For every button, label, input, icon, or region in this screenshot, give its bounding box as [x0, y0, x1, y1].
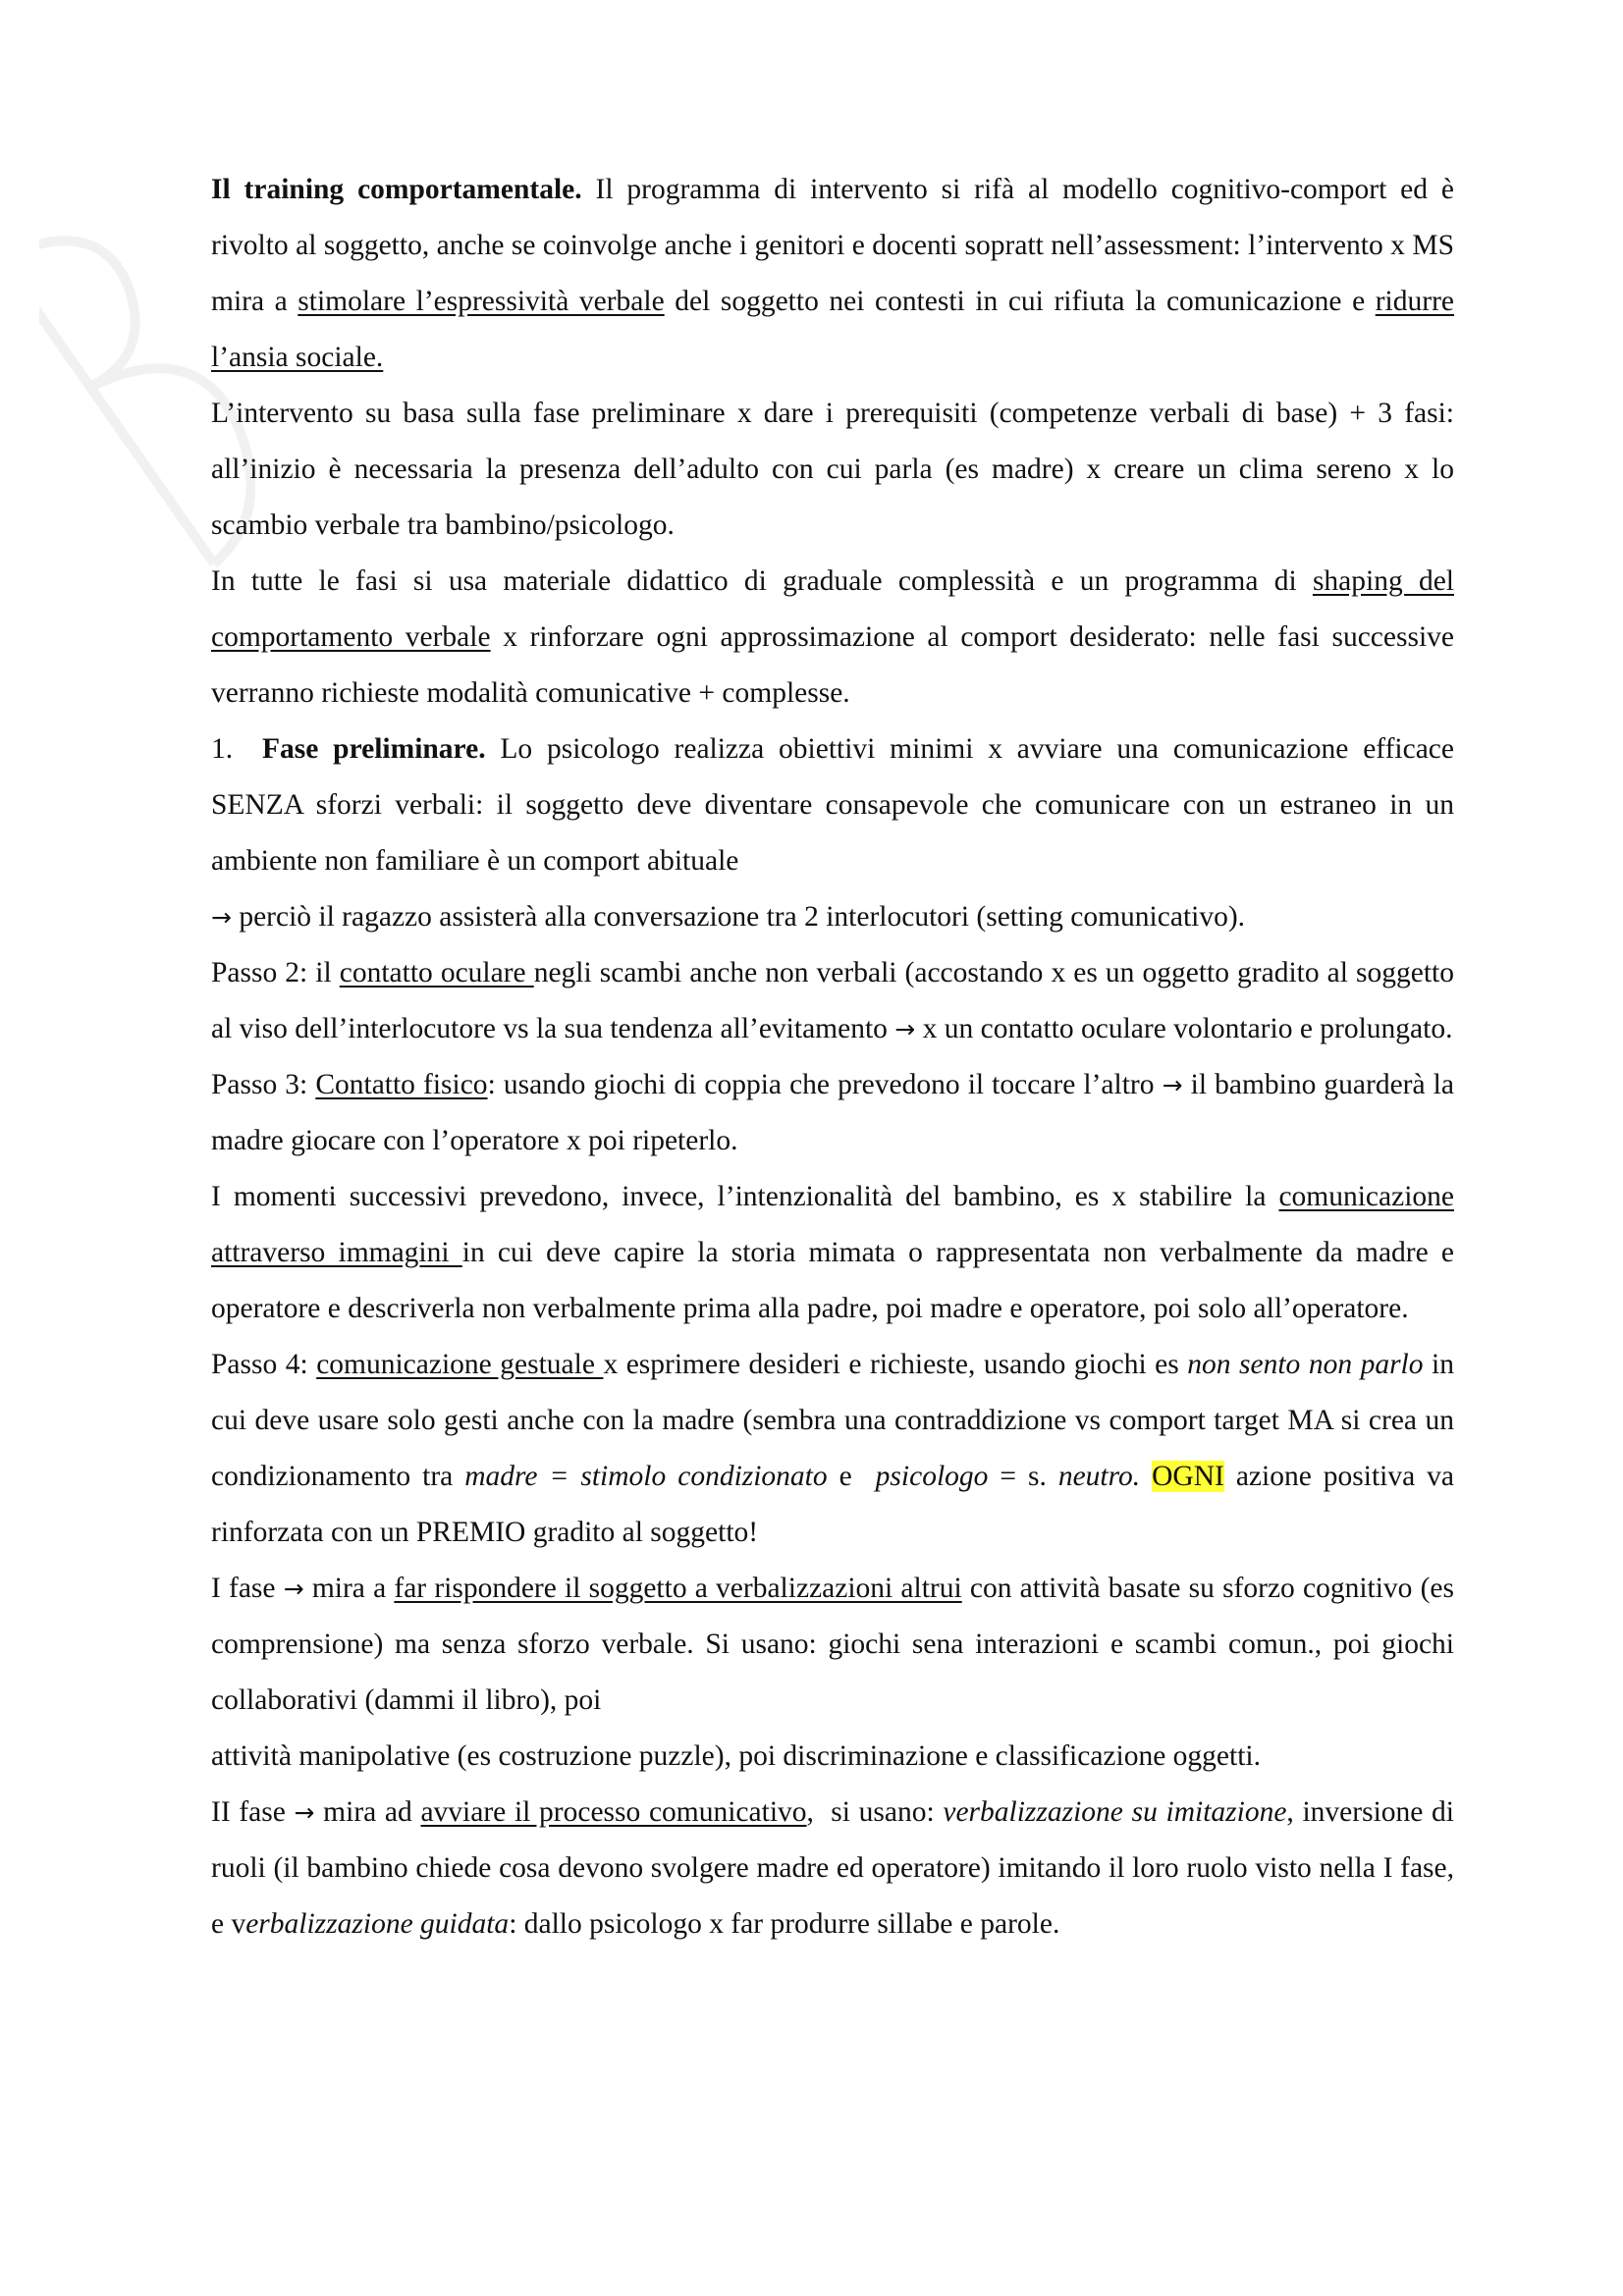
text-run: del soggetto nei contesti in cui rifiuta la comunicazione e — [664, 286, 1376, 317]
paragraph-shaping — [211, 554, 1454, 721]
paragraph-phases-overview: L’intervento su basa sulla fase preliminare x dare i prerequisiti (competenze verbali di base) + 3 fasi: all’inizio è necessaria la presenza dell’adulto con cui parla (es madre) x creare un clima sereno x lo scambio verbale tra bambino/psicologo. — [211, 398, 1454, 541]
text-run: Passo 4: — [211, 1349, 317, 1380]
text-run: , si usano: — [806, 1796, 944, 1828]
underlined-text: shaping del comportamento verbale — [211, 565, 1454, 653]
text-run: negli scambi anche non verbali (accostando x es un oggetto gradito al soggetto al viso dell’interlocutore vs la sua tendenza all’evitamento — [211, 957, 1454, 1044]
italic-text: erbalizzazione guidata — [245, 1908, 510, 1940]
italic-text: verbalizzazione su imitazione — [943, 1796, 1287, 1828]
text-run: : dallo psicologo x far produrre sillabe e parole. — [509, 1908, 1060, 1940]
text-run: In tutte le fasi si usa materiale didattico di graduale complessità e un programma di — [211, 565, 1313, 597]
italic-text: madre = stimolo condizionato — [464, 1461, 828, 1492]
text-run: = s. — [988, 1461, 1058, 1492]
text-run: II fase — [211, 1796, 295, 1828]
phase-heading: Fase preliminare. — [262, 733, 486, 765]
paragraph-step-4 — [211, 1337, 1454, 1561]
italic-text: neutro. — [1057, 1461, 1141, 1492]
paragraph-phase-2 — [211, 1785, 1454, 1952]
text-run: , inversione di ruoli (il bambino chiede cosa devono svolgere madre ed operatore) imitando il loro ruolo visto nella I fase, e v — [211, 1796, 1455, 1940]
arrow-icon: → — [283, 1575, 304, 1603]
text-run: mira ad — [314, 1796, 421, 1828]
text-run: Lo psicologo realizza obiettivi minimi x avviare una comunicazione efficace SENZA sforzi verbali: il soggetto deve diventare consapevole che comunicare con un estraneo in un ambiente non familiare è un comport abituale — [211, 733, 1454, 877]
text-run: in cui deve capire la storia mimata o rappresentata non verbalmente da madre e operatore e descriverla non verbalmente prima alla padre, poi madre e operatore, poi solo all’operatore. — [211, 1237, 1454, 1324]
document-body — [211, 162, 1454, 1952]
arrow-icon: → — [211, 903, 232, 932]
text-run: azione positiva va rinforzata con un PREMIO gradito al soggetto! — [211, 1461, 1455, 1548]
text-run: Passo 3: — [211, 1069, 316, 1100]
text-run: x rinforzare ogni approssimazione al comport desiderato: nelle fasi successive verranno richieste modalità comunicative + complesse. — [211, 621, 1454, 709]
paragraph-images-communication — [211, 1169, 1454, 1337]
underlined-text: stimolare l’espressività verbale — [298, 286, 665, 317]
text-run: e — [827, 1461, 876, 1492]
arrow-icon: → — [1162, 1071, 1183, 1099]
arrow-icon: → — [894, 1015, 916, 1043]
arrow-icon: → — [294, 1798, 315, 1827]
paragraph-manipulative: attività manipolative (es costruzione puzzle), poi discriminazione e classificazione oggetti. — [211, 1740, 1261, 1772]
italic-text: psicologo — [875, 1461, 989, 1492]
section-heading: Il training comportamentale. — [211, 174, 582, 205]
text-run: x esprimere desideri e richieste, usando giochi es — [603, 1349, 1188, 1380]
text-run: in cui deve usare solo gesti anche con la madre (sembra una contraddizione vs comport target MA si crea un condizionamento tra — [211, 1349, 1454, 1492]
underlined-text: avviare il processo comunicativo — [420, 1796, 807, 1828]
paragraph-step-3 — [211, 1057, 1454, 1169]
text-run: x un contatto oculare volontario e prolungato. — [915, 1013, 1453, 1044]
text-run: I momenti successivi prevedono, invece, l’intenzionalità del bambino, es x stabilire la — [211, 1181, 1279, 1212]
paragraph-preliminary-phase — [211, 721, 1454, 889]
italic-text: non sento non parlo — [1187, 1349, 1424, 1380]
paragraph-arrow-setting — [211, 889, 1454, 945]
text-run: il bambino guarderà la madre giocare con l’operatore x poi ripeterlo. — [211, 1069, 1454, 1156]
list-number: 1. — [211, 733, 234, 765]
underlined-text: comunicazione attraverso immagini — [211, 1181, 1454, 1268]
text-run: con attività basate su sforzo cognitivo (es comprensione) ma senza sforzo verbale. Si usano: giochi sena interazioni e scambi comun., poi giochi collaborativi (dammi il libro), poi — [211, 1573, 1455, 1716]
paragraph-phase-1 — [211, 1561, 1454, 1729]
text-run: mira a — [303, 1573, 395, 1604]
text-run: Passo 2: il — [211, 957, 340, 988]
paragraph-intro — [211, 162, 1454, 386]
underlined-text: contatto oculare — [339, 957, 534, 988]
text-run: I fase — [211, 1573, 284, 1604]
text-run: perciò il ragazzo assisterà alla conversazione tra 2 interlocutori (setting comunicativo). — [231, 901, 1246, 933]
underlined-text: Contatto fisico — [315, 1069, 488, 1100]
underlined-text: far rispondere il soggetto a verbalizzazioni altrui — [394, 1573, 962, 1604]
underlined-text: ridurre l’ansia sociale. — [211, 286, 1454, 373]
text-run — [1140, 1461, 1152, 1492]
highlighted-text: OGNI — [1152, 1461, 1224, 1492]
paragraph-step-2 — [211, 945, 1454, 1057]
text-run: : usando giochi di coppia che prevedono il toccare l’altro — [487, 1069, 1163, 1100]
text-run: Il programma di intervento si rifà al modello cognitivo-comport ed è rivolto al soggetto, anche se coinvolge anche i genitori e docenti sopratt nell’assessment: l’intervento x MS mira a — [211, 174, 1454, 317]
underlined-text: comunicazione gestuale — [316, 1349, 604, 1380]
